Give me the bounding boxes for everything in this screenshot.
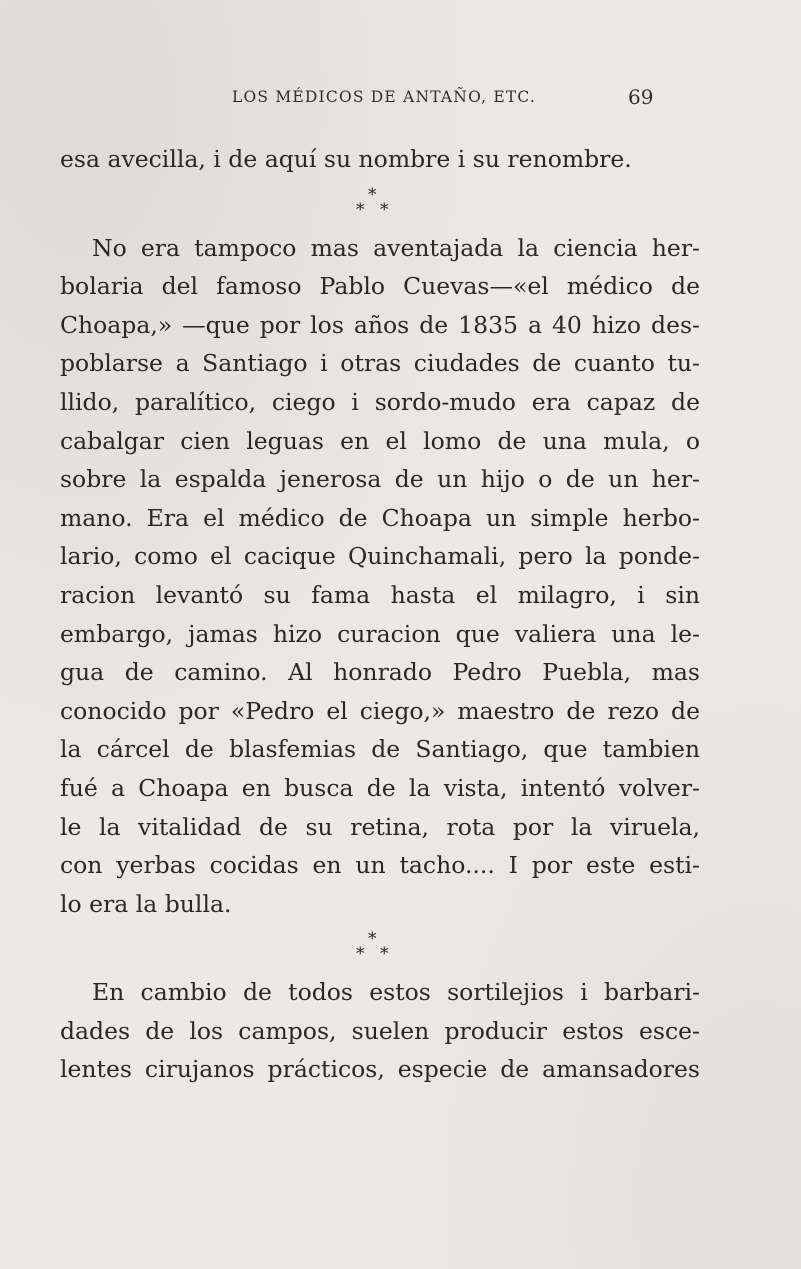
text-line: No era tampoco mas aventajada la ciencia her- — [92, 233, 700, 262]
opening-line: esa avecilla, i de aquí su nombre i su renombre. — [60, 145, 632, 173]
text-line: embargo, jamas hizo curacion que valiera una le- — [60, 619, 700, 648]
text-line: En cambio de todos estos sortilejios i barbari- — [92, 978, 700, 1007]
text-line: llido, paralítico, ciego i sordo-mudo era capaz de — [60, 387, 700, 416]
asterisk: * — [380, 199, 389, 220]
text-line: conocido por «Pedro el ciego,» maestro de rezo de — [60, 696, 700, 725]
text-line: dades de los campos, suelen producir estos esce- — [60, 1016, 700, 1045]
text-line: le la vitalidad de su retina, rota por la viruela, — [60, 812, 700, 841]
body-text — [60, 140, 700, 1089]
asterisk: * — [356, 199, 365, 220]
running-header — [0, 85, 801, 114]
section-divider — [60, 929, 700, 969]
text-line: con yerbas cocidas en un tacho.... I por este esti- — [60, 851, 700, 880]
text-line: lo era la bulla. — [60, 889, 232, 918]
text-line: Choapa,» —que por los años de 1835 a 40 hizo des- — [60, 310, 700, 339]
asterisk: * — [356, 944, 365, 965]
paragraph — [60, 973, 700, 1089]
running-title: LOS MÉDICOS DE ANTAÑO, ETC. — [232, 88, 537, 106]
asterisk: * — [380, 944, 389, 965]
asterisk: * — [368, 184, 377, 205]
paragraph — [60, 229, 700, 924]
section-divider — [60, 185, 700, 225]
text-line: lentes cirujanos prácticos, especie de amansadores — [60, 1055, 700, 1084]
text-line: gua de camino. Al honrado Pedro Puebla, mas — [60, 658, 700, 687]
text-line: la cárcel de blasfemias de Santiago, que tambien — [60, 735, 700, 764]
text-line: bolaria del famoso Pablo Cuevas—«el médico de — [60, 272, 700, 301]
text-line: sobre la espalda jenerosa de un hijo o de un her- — [60, 465, 700, 494]
text-line: fué a Choapa en busca de la vista, intentó volver- — [60, 773, 700, 802]
text-line: poblarse a Santiago i otras ciudades de cuanto tu- — [60, 349, 700, 378]
text-line: racion levantó su fama hasta el milagro, i sin — [60, 580, 700, 609]
page-number: 69 — [628, 85, 654, 109]
asterisk: * — [368, 929, 377, 950]
text-line: mano. Era el médico de Choapa un simple herbo- — [60, 503, 700, 532]
text-line: cabalgar cien leguas en el lomo de una mula, o — [60, 426, 700, 455]
text-line: lario, como el cacique Quinchamali, pero la ponde- — [60, 542, 700, 571]
